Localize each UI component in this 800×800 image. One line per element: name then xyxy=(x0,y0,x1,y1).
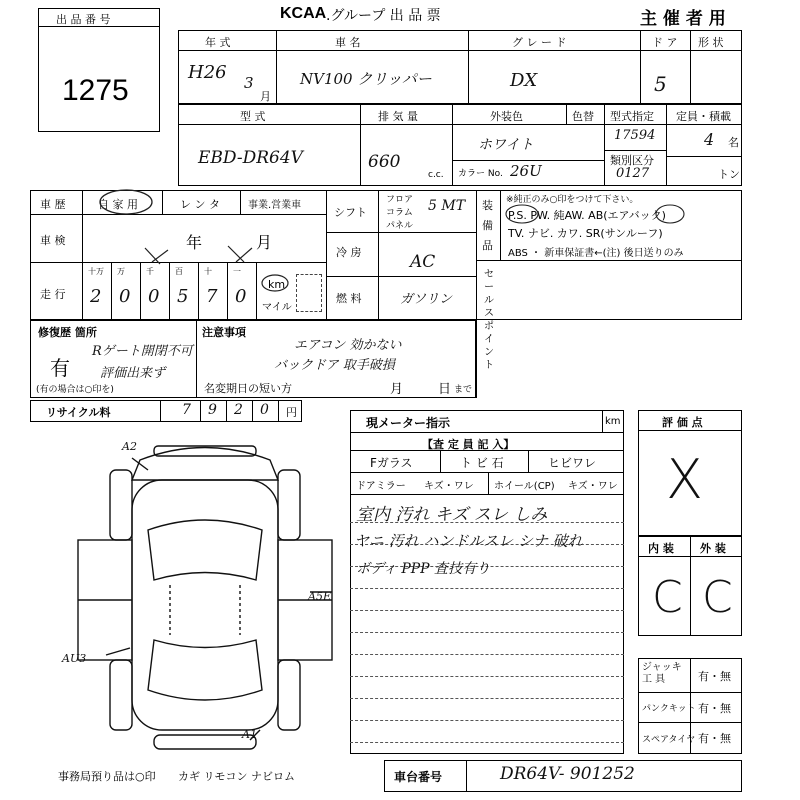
name-change-label: 名変期日の短い方 xyxy=(204,382,292,395)
exterior-value: C xyxy=(702,572,733,623)
copy-label: 主 催 者 用 xyxy=(640,9,726,29)
equipment-line2: TV. ナビ. カワ. SR(サンルーフ) xyxy=(508,227,663,240)
diagram-mark-a5e: A5E xyxy=(308,590,331,603)
tools-jack-label: ジャッキ 工 具 xyxy=(642,662,682,685)
repair-label: 修復歴 箇所 xyxy=(38,326,97,339)
displacement-value: 660 xyxy=(368,152,401,172)
mileage-digit: 5 xyxy=(177,286,189,307)
car-damage-diagram xyxy=(70,440,340,760)
mileage-digit-label: 十 xyxy=(204,267,212,276)
repair-remark2: 評価出来ず xyxy=(100,366,166,381)
recycle-digit: 7 xyxy=(182,402,191,418)
recycle-digit: 0 xyxy=(260,402,269,418)
repair-value: 有 xyxy=(50,356,70,380)
history-label: 車 歴 xyxy=(40,198,66,211)
inspector-line2: ヤニ 汚れ ハンドルスレ シナ 破れ xyxy=(354,532,583,550)
name-change-until: まで xyxy=(454,385,473,395)
type-designation-label: 型式指定 xyxy=(610,110,654,123)
mileage-digit: 0 xyxy=(119,286,131,307)
inspector-section-label: 【査 定 員 記 入】 xyxy=(422,438,515,451)
year-label: 年 式 xyxy=(205,36,231,49)
chassis-label: 車台番号 xyxy=(394,770,443,784)
diagram-mark-a2: A2 xyxy=(122,440,137,453)
category-label: 類別区分 xyxy=(610,154,654,167)
km-label: km xyxy=(268,278,286,291)
notes-line2: バックドア 取手破損 xyxy=(274,358,395,373)
tools-spare-value: 有・無 xyxy=(698,732,731,745)
inspector-col-fglass: Fガラス xyxy=(370,456,413,470)
inspection-year-unit: 年 xyxy=(186,233,203,252)
footer-custody-label: 事務局預り品は○印 xyxy=(58,770,156,783)
shift-floor: フロア xyxy=(386,195,414,205)
ac-label: 冷 房 xyxy=(336,246,362,259)
grade-value: DX xyxy=(510,70,538,91)
inspection-month-unit: 月 xyxy=(256,233,273,252)
history-option-rental: レ ン タ xyxy=(180,198,220,211)
equipment-line1: P.S. PW. 純AW. AB(エアバック) xyxy=(508,209,666,222)
mileage-digit: 2 xyxy=(90,286,102,307)
shift-label: シフト xyxy=(334,206,367,219)
equipment-line3: ABS ・ 新車保証書←(注) 後日送りのみ xyxy=(508,248,684,259)
mileage-digit-label: 十万 xyxy=(88,267,104,276)
sales-point-label: セ ー ル ス ポ イ ン ト xyxy=(484,269,494,371)
inspection-strike-mark xyxy=(140,240,260,270)
fuel-value: ガソリン xyxy=(400,292,453,307)
inspector-line3: ボディ PPP 査技有り xyxy=(356,561,491,577)
color-value: ホワイト xyxy=(478,137,534,153)
interior-value: C xyxy=(652,572,683,623)
repair-note: (有の場合は○印を) xyxy=(36,385,114,395)
chassis-value: DR64V- 901252 xyxy=(500,764,635,784)
history-option-private: 自 家 用 xyxy=(98,198,138,211)
mileage-label: 走 行 xyxy=(40,288,66,301)
fuel-label: 燃 料 xyxy=(336,292,362,305)
recycle-digit: 2 xyxy=(234,402,243,418)
inspector-col-chip: ト ビ 石 xyxy=(460,456,504,470)
doors-label: ド ア xyxy=(652,36,678,49)
capacity-label: 定員・積載 xyxy=(676,110,731,123)
cc-unit: c.c. xyxy=(428,170,444,180)
footer-items: カギ リモコン ナビロム xyxy=(178,770,295,783)
grade-label: グ レ ー ド xyxy=(512,36,567,49)
shift-panel: パネル xyxy=(386,221,414,231)
exterior-color-label: 外装色 xyxy=(490,110,523,123)
tools-spare-label: スペアタイヤ xyxy=(642,735,696,745)
lot-number-value: 1275 xyxy=(62,74,129,107)
ac-value: AC xyxy=(410,252,436,272)
model-value: NV100 クリッパー xyxy=(300,70,432,88)
tools-jack-value: 有・無 xyxy=(698,670,731,683)
inspector-col2-wheel: ホイール(CP) xyxy=(494,481,555,492)
diagram-mark-au3: AU3 xyxy=(62,652,87,665)
type-label: 型 式 xyxy=(240,110,266,123)
exterior-label: 外 装 xyxy=(700,542,726,555)
mile-label: マイル xyxy=(262,302,292,313)
persons-value: 4 xyxy=(704,130,715,149)
name-change-day: 日 xyxy=(438,382,452,397)
diagram-mark-a1: A1 xyxy=(242,728,257,741)
mileage-digit-label: 一 xyxy=(233,267,241,276)
mileage-digit: 0 xyxy=(235,286,247,307)
form-title: .グループ 出 品 票 xyxy=(326,8,441,24)
inspector-col2-scratch1: キズ・ワレ xyxy=(424,481,474,492)
color-no-value: 26U xyxy=(510,162,542,180)
mileage-digit-label: 百 xyxy=(175,267,183,276)
mileage-digit-label: 万 xyxy=(117,267,125,276)
year-value: H26 xyxy=(188,62,227,83)
equipment-label: 装 備 品 xyxy=(482,199,493,252)
private-circle-mark xyxy=(96,186,156,218)
category-value: 0127 xyxy=(616,166,650,181)
shift-column: コラム xyxy=(386,208,413,218)
repair-remark1: Rゲート開閉不可 xyxy=(92,344,193,359)
tools-puncture-label: パンクキット xyxy=(642,704,696,714)
grade-value: X xyxy=(666,448,703,511)
month-unit: 月 xyxy=(260,90,271,103)
interior-label: 内 装 xyxy=(648,542,674,555)
inspector-line1: 室内 汚れ キズ スレ しみ xyxy=(356,505,548,525)
color-change-label: 色替 xyxy=(572,110,594,123)
type-value: EBD-DR64V xyxy=(198,148,303,168)
type-designation-value: 17594 xyxy=(614,128,656,143)
mileage-digit: 0 xyxy=(148,286,160,307)
org-logo: KCAA xyxy=(280,5,327,22)
model-label: 車 名 xyxy=(335,36,361,49)
grade-label: 評 価 点 xyxy=(662,416,703,429)
recycle-unit: 円 xyxy=(286,406,297,419)
inspection-label: 車 検 xyxy=(40,234,66,247)
km-circle-mark xyxy=(260,272,290,294)
equipment-circles xyxy=(500,200,700,228)
color-no-label: カラー No. xyxy=(458,169,503,179)
lot-number-label: 出 品 番 号 xyxy=(56,13,111,26)
month-value: 3 xyxy=(244,74,254,92)
doors-value: 5 xyxy=(654,72,667,96)
body-label: 形 状 xyxy=(698,36,724,49)
mileage-digit: 7 xyxy=(206,286,218,307)
ton-unit: トン xyxy=(718,168,740,181)
displacement-label: 排 気 量 xyxy=(378,110,418,123)
recycle-digit: 9 xyxy=(208,402,217,418)
inspector-col2-scratch2: キズ・ワレ xyxy=(568,481,618,492)
mileage-digit-label: 千 xyxy=(146,267,154,276)
shift-value: 5 MT xyxy=(428,198,466,214)
inspector-col2-mirror: ドアミラー xyxy=(356,481,406,492)
history-option-business: 事業.営業車 xyxy=(248,200,302,211)
notes-label: 注意事項 xyxy=(202,326,246,339)
meter-label: 現メーター指示 xyxy=(366,416,451,430)
notes-line1: エアコン 効かない xyxy=(294,338,402,353)
inspector-col-crack: ヒビワレ xyxy=(548,456,597,470)
name-change-month: 月 xyxy=(390,382,404,397)
meter-unit: km xyxy=(605,416,621,427)
recycle-label: リサイクル料 xyxy=(46,406,111,419)
tools-puncture-value: 有・無 xyxy=(698,702,731,715)
persons-unit: 名 xyxy=(728,136,739,149)
equipment-note: ※純正のみ○印をつけて下さい。 xyxy=(506,195,639,205)
